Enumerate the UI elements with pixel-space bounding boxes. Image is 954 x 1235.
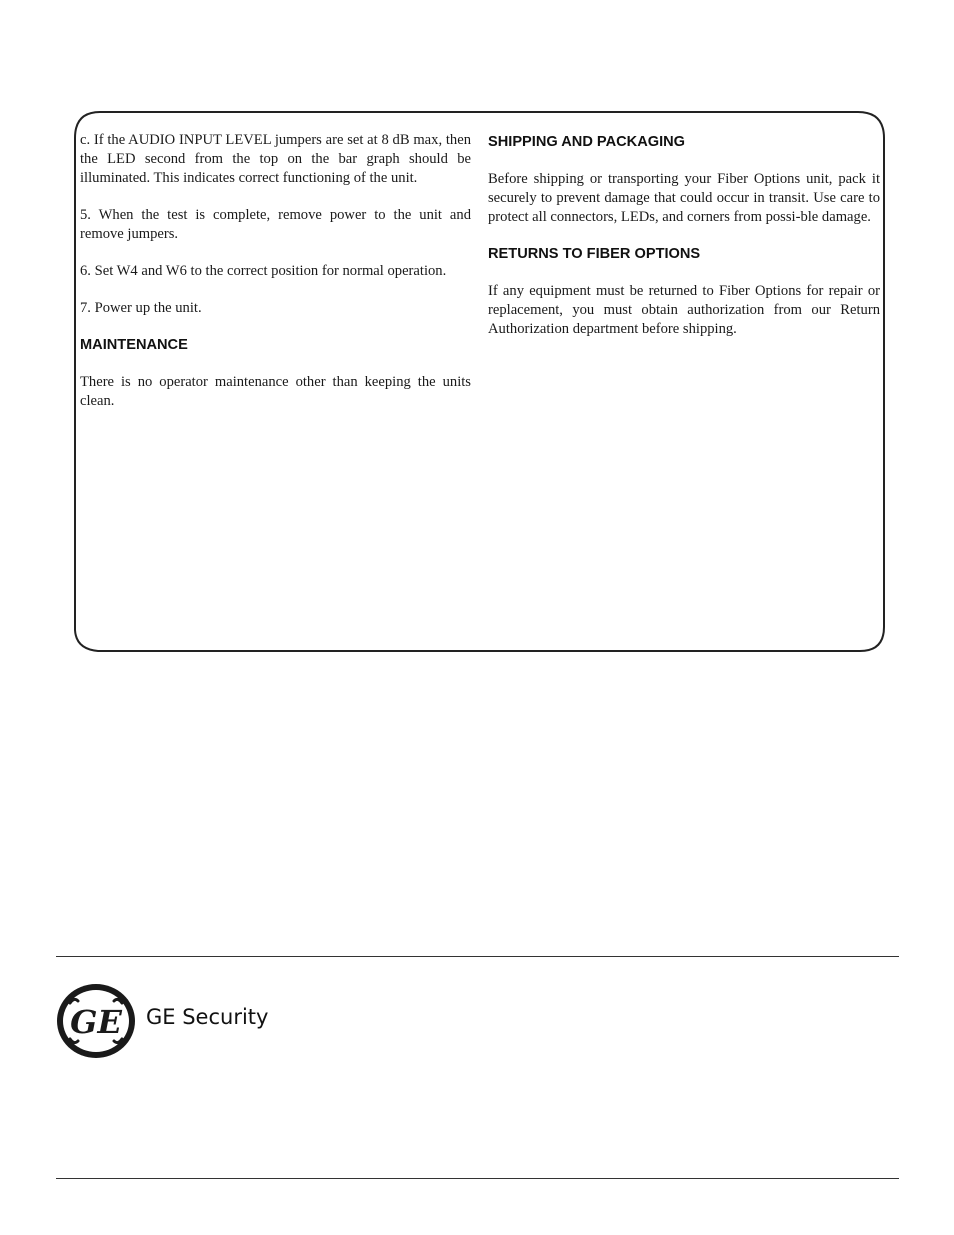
step-7-paragraph: 7. Power up the unit. xyxy=(80,300,202,316)
shipping-heading: SHIPPING AND PACKAGING xyxy=(488,134,686,150)
step-c-paragraph: c. If the AUDIO INPUT LEVEL jumpers are set at 8 dB max, then the LED second from the top on the bar graph should be illuminated. This indicates correct functioning of the unit. xyxy=(80,132,471,186)
returns-heading: RETURNS TO FIBER OPTIONS xyxy=(488,246,701,262)
brand-name: GE Security xyxy=(146,1005,269,1029)
ge-logo-icon xyxy=(56,983,136,1059)
right-column xyxy=(488,131,880,357)
shipping-paragraph: Before shipping or transporting your Fiber Options unit, pack it securely to prevent damage that could occur in transit. Use care to protect all connectors, LEDs, and corners from possi-ble damage. xyxy=(488,171,880,225)
left-column xyxy=(80,131,471,429)
ge-logo-text: GE xyxy=(70,1003,122,1041)
step-6-paragraph: 6. Set W4 and W6 to the correct position for normal operation. xyxy=(80,263,447,279)
step-5-paragraph: 5. When the test is complete, remove power to the unit and remove jumpers. xyxy=(80,207,471,242)
footer-top-rule xyxy=(56,956,899,957)
maintenance-heading: MAINTENANCE xyxy=(80,337,188,353)
returns-paragraph: If any equipment must be returned to Fiber Options for repair or replacement, you must obtain authorization from our Return Authorization department before shipping. xyxy=(488,283,880,337)
footer-bottom-rule xyxy=(56,1178,899,1179)
maintenance-paragraph: There is no operator maintenance other than keeping the units clean. xyxy=(80,374,471,409)
